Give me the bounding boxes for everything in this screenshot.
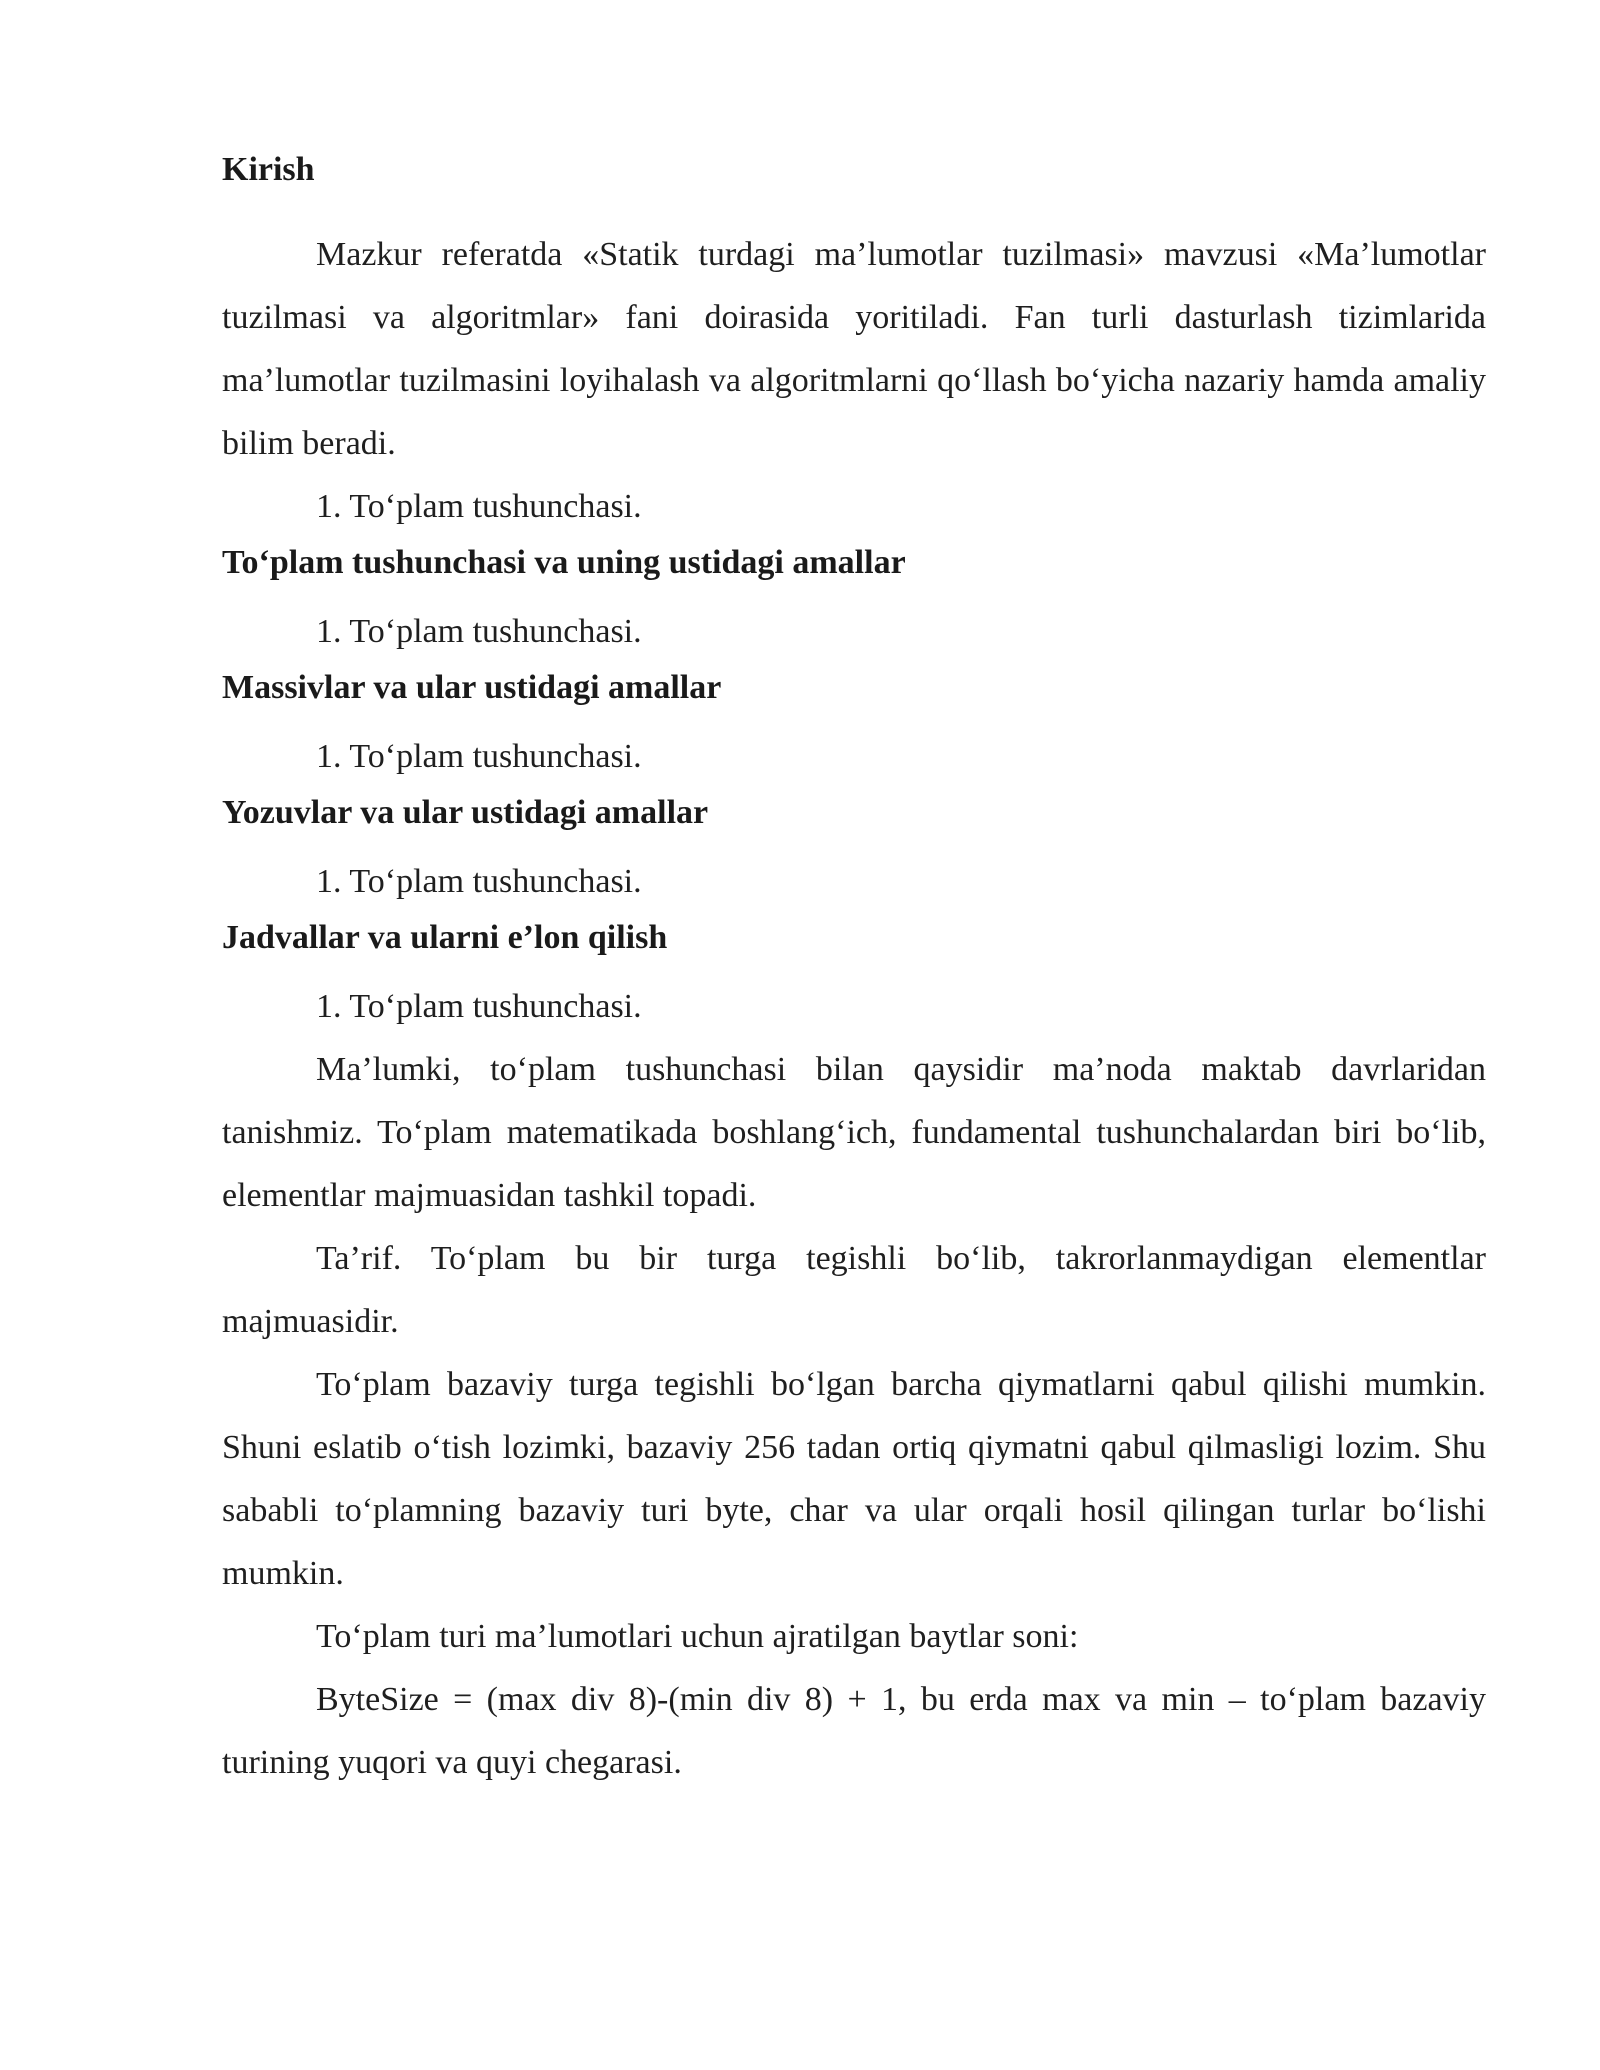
body-paragraph: To‘plam bazaviy turga tegishli bo‘lgan barcha qiymatlarni qabul qilishi mumkin. Shuni eslatib o‘tish lozimki, bazaviy 256 tadan ortiq qiymatni qabul qilmasligi lozim. Shu sababli to‘plamning bazaviy turi byte, char va ular orqali hosil qilingan turlar bo‘lishi mumkin. [222,1366,1486,1592]
body-paragraph: ByteSize = (max div 8)-(min div 8) + 1, bu erda max va min – to‘plam bazaviy turining yuqori va quyi chegarasi. [222,1681,1486,1781]
list-item: 1. To‘plam tushunchasi. [316,988,642,1025]
body-paragraph: To‘plam turi ma’lumotlari uchun ajratilgan baytlar soni: [316,1618,1079,1655]
body-paragraph: Ma’lumki, to‘plam tushunchasi bilan qaysidir ma’noda maktab davrlaridan tanishmiz. To‘plam matematikada boshlang‘ich, fundamental tushunchalardan biri bo‘lib, elementlar majmuasidan tashkil topadi. [222,1051,1486,1214]
list-item: 1. To‘plam tushunchasi. [316,738,642,775]
list-item: 1. To‘plam tushunchasi. [316,613,642,650]
list-item: 1. To‘plam tushunchasi. [316,863,642,900]
section-heading: Yozuvlar va ular ustidagi amallar [222,794,709,831]
body-paragraph: Ta’rif. To‘plam bu bir turga tegishli bo‘lib, takrorlanmaydigan elementlar majmuasidir. [222,1240,1486,1340]
intro-heading: Kirish [222,151,315,188]
document-page [222,145,1486,1794]
intro-paragraph: Mazkur referatda «Statik turdagi ma’lumotlar tuzilmasi» mavzusi «Ma’lumotlar tuzilmasi va algoritmlar» fani doirasida yoritiladi. Fan turli dasturlash tizimlarida ma’lumotlar tuzilmasini loyihalash va algoritmlarni qo‘llash bo‘yicha nazariy hamda amaliy bilim beradi. [222,236,1486,462]
section-heading: Jadvallar va ularni e’lon qilish [222,919,668,956]
section-heading: To‘plam tushunchasi va uning ustidagi amallar [222,544,906,581]
section-heading: Massivlar va ular ustidagi amallar [222,669,722,706]
list-item: 1. To‘plam tushunchasi. [316,488,642,525]
